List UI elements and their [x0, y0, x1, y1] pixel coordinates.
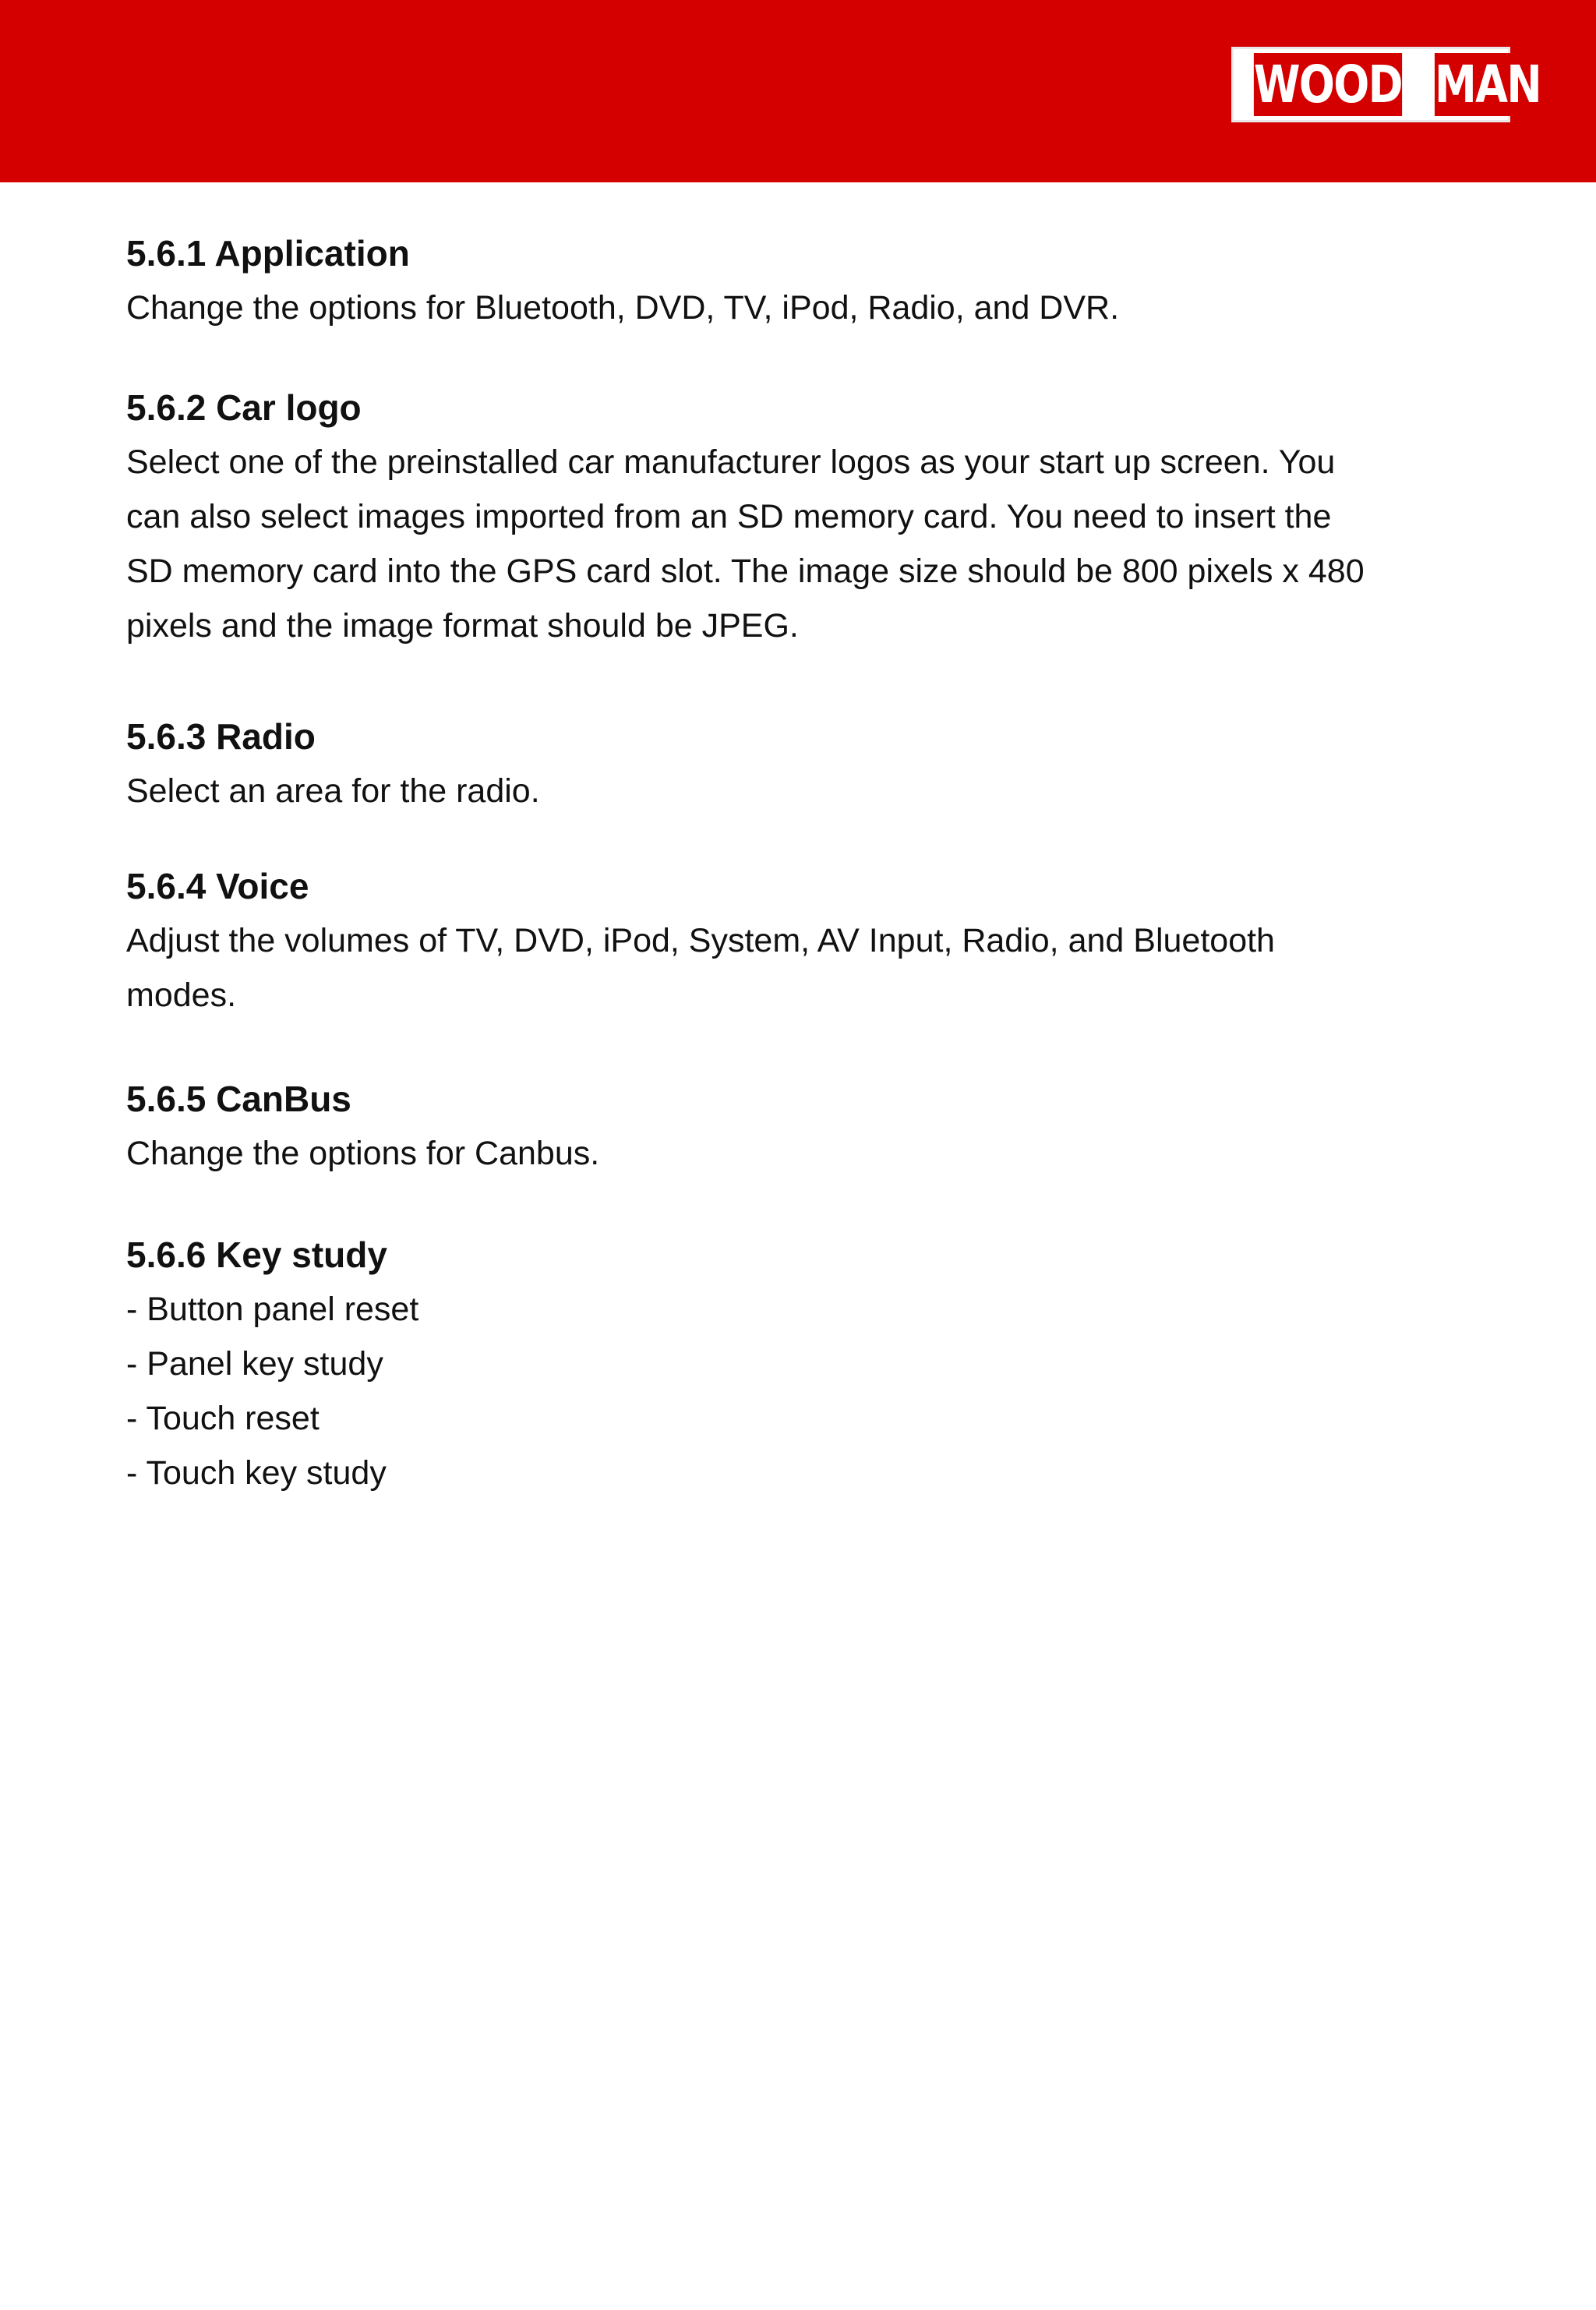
list-item: - Button panel reset [126, 1291, 419, 1328]
section-canbus [126, 1072, 1482, 1181]
section-voice [126, 859, 1482, 1023]
section-body-line: modes. [126, 977, 237, 1014]
section-heading: 5.6.2 Car logo [126, 387, 362, 428]
header-band [0, 0, 1596, 182]
logo-text-wood: WOOD [1254, 53, 1402, 116]
section-heading: 5.6.6 Key study [126, 1234, 387, 1275]
section-heading: 5.6.3 Radio [126, 716, 316, 757]
section-body-line: SD memory card into the GPS card slot. The image size should be 800 pixels x 480 [126, 553, 1365, 590]
section-key-study [126, 1227, 1482, 1500]
list-item: - Touch reset [126, 1400, 320, 1437]
section-heading: 5.6.4 Voice [126, 866, 309, 906]
list-item: - Touch key study [126, 1454, 387, 1492]
section-body-line: Select one of the preinstalled car manufacturer logos as your start up screen. You [126, 443, 1336, 481]
section-body-line: Select an area for the radio. [126, 772, 540, 810]
woodman-logo [1231, 47, 1541, 122]
logo-text-man: MAN [1435, 53, 1541, 116]
section-car-logo [126, 380, 1482, 653]
list-item: - Panel key study [126, 1345, 383, 1383]
section-body-line: Change the options for Canbus. [126, 1135, 600, 1172]
section-body-line: Adjust the volumes of TV, DVD, iPod, System, AV Input, Radio, and Bluetooth [126, 922, 1275, 959]
section-heading: 5.6.5 CanBus [126, 1079, 351, 1119]
section-application [126, 226, 1482, 335]
section-radio [126, 709, 1482, 818]
section-heading: 5.6.1 Application [126, 233, 410, 274]
section-body-line: pixels and the image format should be JPEG. [126, 607, 799, 645]
section-body-line: Change the options for Bluetooth, DVD, TV, iPod, Radio, and DVR. [126, 289, 1120, 327]
section-body-line: can also select images imported from an SD memory card. You need to insert the [126, 498, 1332, 535]
